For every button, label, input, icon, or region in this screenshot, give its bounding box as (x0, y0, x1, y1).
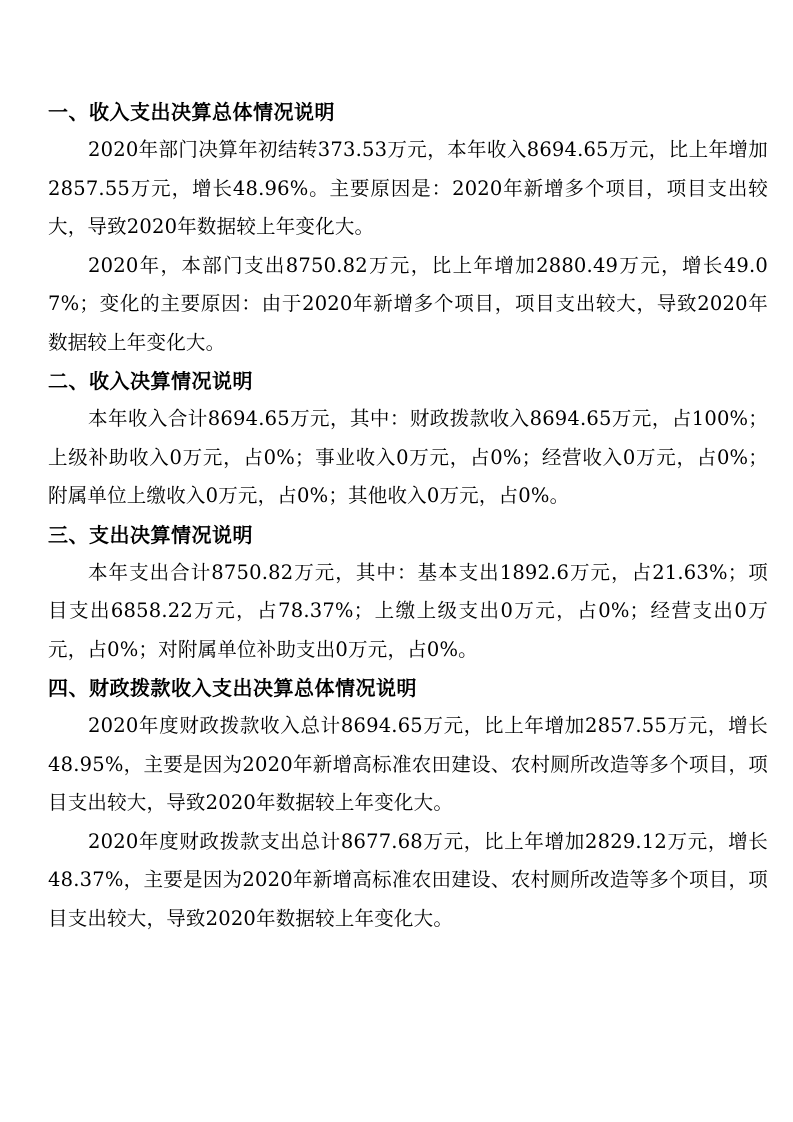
paragraph: 2020年部门决算年初结转373.53万元，本年收入8694.65万元，比上年增加2857.55万元，增长48.96%。主要原因是：2020年新增多个项目，项目支出较大，导致2020年数据较上年变化大。 (48, 138, 768, 238)
section-overall (48, 93, 768, 362)
section-heading: 四、财政拨款收入支出决算总体情况说明 (48, 676, 417, 700)
paragraph: 2020年度财政拨款支出总计8677.68万元，比上年增加2829.12万元，增长48.37%，主要是因为2020年新增高标准农田建设、农村厕所改造等多个项目，项目支出较大，导致2020年数据较上年变化大。 (48, 829, 768, 930)
section-heading: 三、支出决算情况说明 (48, 522, 253, 547)
section-heading: 二、收入决算情况说明 (48, 369, 253, 393)
paragraph: 2020年度财政拨款收入总计8694.65万元，比上年增加2857.55万元，增长48.95%，主要是因为2020年新增高标准农田建设、农村厕所改造等多个项目，项目支出较大，导致2020年数据较上年变化大。 (48, 714, 768, 814)
section-fiscal-appropriation (48, 669, 768, 938)
section-income (48, 362, 768, 516)
section-expenditure (48, 516, 768, 670)
paragraph: 2020年，本部门支出8750.82万元，比上年增加2880.49万元，增长49.07%；变化的主要原因：由于2020年新增多个项目，项目支出较大，导致2020年数据较上年变化大。 (48, 253, 768, 354)
section-heading: 一、收入支出决算总体情况说明 (48, 100, 335, 124)
paragraph: 本年支出合计8750.82万元，其中：基本支出1892.6万元，占21.63%；项目支出6858.22万元，占78.37%；上缴上级支出0万元，占0%；经营支出0万元，占0%；对附属单位补助支出0万元，占0%。 (48, 560, 768, 661)
document-body (48, 93, 768, 938)
paragraph: 本年收入合计8694.65万元，其中：财政拨款收入8694.65万元，占100%；上级补助收入0万元，占0%；事业收入0万元，占0%；经营收入0万元，占0%；附属单位上缴收入0万元，占0%；其他收入0万元，占0%。 (48, 407, 768, 507)
